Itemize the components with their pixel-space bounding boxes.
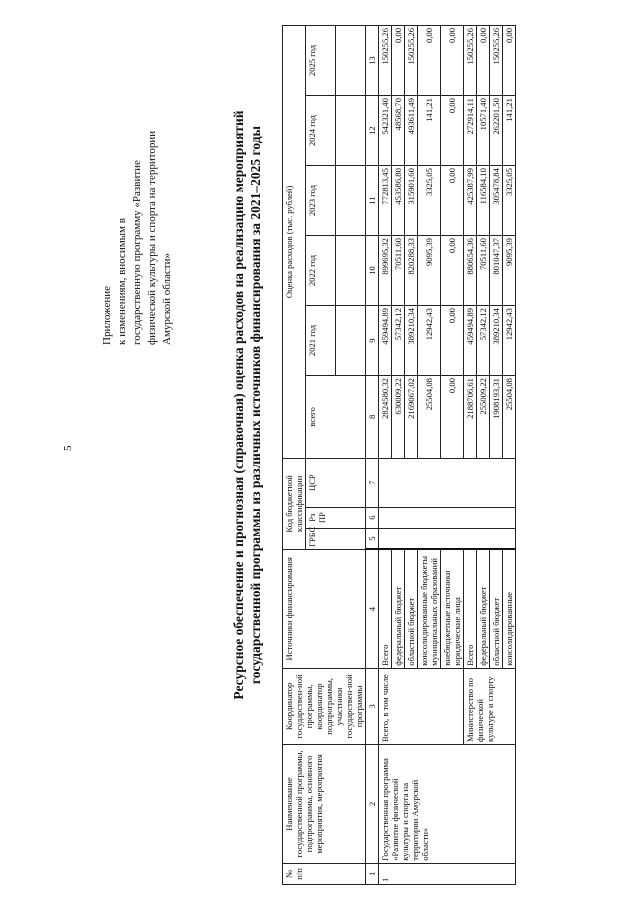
value-cell: 12942,43 [503, 306, 516, 376]
header-spacer [336, 96, 366, 166]
value-cell: 9095,39 [418, 236, 441, 306]
source-cell: областной бюджет [490, 549, 503, 668]
value-cell: 0,00 [477, 26, 490, 96]
column-index: 4 [366, 549, 379, 668]
value-cell: 0,00 [503, 26, 516, 96]
source-cell: областной бюджет [405, 549, 418, 668]
coordinator-cell: Всего, в том числе [379, 668, 464, 744]
value-cell: 0,00 [441, 26, 464, 96]
value-cell: 542321,40 [379, 96, 392, 166]
header-sources: Источники финансирования [283, 549, 366, 668]
title-line: Ресурсное обеспечение и прогнозная (справочная) оценка расходов на реализацию мероприятий [231, 110, 246, 700]
column-index: 13 [366, 26, 379, 96]
header-costs: Оценка расходов (тыс. рублей) [283, 26, 306, 459]
appendix-line: государственную программу «Развитие [131, 160, 143, 345]
title-line: государственной программы из различных источников финансирования за 2021–2025 годы [248, 125, 263, 685]
funding-table [282, 25, 516, 885]
header-2024: 2024 год [306, 96, 336, 166]
source-cell: Всего [464, 549, 477, 668]
value-cell: 630009,22 [392, 376, 405, 459]
document-title [230, 55, 264, 755]
appendix-line: Амурской области» [161, 253, 173, 345]
header-spacer [336, 26, 366, 96]
program-name: Государственная программа «Развитие физической культуры и спорта на территории Амурской области» [379, 745, 516, 864]
value-cell: 2188706,61 [464, 376, 477, 459]
program-number: 1 [379, 863, 516, 884]
value-cell: 141,21 [418, 96, 441, 166]
value-cell: 116584,10 [477, 166, 490, 236]
header-spacer [336, 306, 366, 376]
value-cell: 70511,60 [477, 236, 490, 306]
csr-cell [379, 458, 516, 507]
value-cell: 801047,37 [490, 236, 503, 306]
column-index: 6 [366, 507, 379, 528]
value-cell: 150255,26 [490, 26, 503, 96]
source-cell: внебюджетные источники юридические лица [441, 549, 464, 668]
value-cell: 3325,05 [418, 166, 441, 236]
column-index: 7 [366, 458, 379, 507]
column-index: 1 [366, 863, 379, 884]
value-cell: 459494,89 [464, 306, 477, 376]
value-cell: 57342,12 [477, 306, 490, 376]
value-cell: 150255,26 [379, 26, 392, 96]
column-index-row [366, 26, 379, 885]
value-cell: 3325,05 [503, 166, 516, 236]
value-cell: 25504,08 [503, 376, 516, 459]
column-index: 9 [366, 306, 379, 376]
value-cell: 262201,50 [490, 96, 503, 166]
header-2021: 2021 год [306, 306, 336, 376]
table-row [379, 26, 392, 885]
header-budget-code: Код бюджетной классификации [283, 458, 306, 549]
value-cell: 425387,99 [464, 166, 477, 236]
header-coordinator: Координатор государствен-ной программы, координатор подпрограммы, участники государствен-ной программы [283, 668, 366, 744]
value-cell: 57342,12 [392, 306, 405, 376]
source-cell: консолидированные бюджеты муниципальных образований [418, 549, 441, 668]
appendix-note [100, 45, 175, 345]
rzpr-cell [379, 507, 516, 528]
grbs-cell [379, 528, 516, 549]
value-cell: 820288,33 [405, 236, 418, 306]
column-index: 10 [366, 236, 379, 306]
value-cell: 899695,32 [379, 236, 392, 306]
value-cell: 255009,22 [477, 376, 490, 459]
source-cell: консолидированные [503, 549, 516, 668]
value-cell: 12942,43 [418, 306, 441, 376]
value-cell: 25504,08 [418, 376, 441, 459]
value-cell: 459494,89 [379, 306, 392, 376]
header-rzpr: Рз ПР [306, 507, 366, 528]
coordinator-cell: Министерство по физической культуре и спорту [464, 668, 516, 744]
header-2022: 2022 год [306, 236, 336, 306]
value-cell: 0,00 [392, 26, 405, 96]
appendix-line: к изменениям, вносимым в [116, 218, 128, 345]
header-total: всего [306, 376, 366, 459]
value-cell: 0,00 [418, 26, 441, 96]
column-index: 8 [366, 376, 379, 459]
value-cell: 389210,34 [405, 306, 418, 376]
appendix-line: Приложение [101, 285, 113, 345]
value-cell: 0,00 [441, 96, 464, 166]
source-cell: федеральный бюджет [477, 549, 490, 668]
value-cell: 272914,11 [464, 96, 477, 166]
header-spacer [336, 166, 366, 236]
header-grbs: ГРБС [306, 528, 366, 549]
appendix-line: физической культуры и спорта на территории [146, 130, 158, 345]
value-cell: 493611,49 [405, 96, 418, 166]
value-cell: 9095,39 [503, 236, 516, 306]
value-cell: 0,00 [441, 306, 464, 376]
value-cell: 315901,60 [405, 166, 418, 236]
column-index: 12 [366, 96, 379, 166]
column-index: 11 [366, 166, 379, 236]
header-csr: ЦСР [306, 458, 366, 507]
source-cell: Всего [379, 549, 392, 668]
header-spacer [336, 236, 366, 306]
value-cell: 0,00 [441, 166, 464, 236]
source-cell: федеральный бюджет [392, 549, 405, 668]
column-index: 3 [366, 668, 379, 744]
page-number: 5 [62, 445, 74, 451]
header-name: Наименование государственной программы, подпрограммы, основного мероприятия, мероприятия [283, 745, 366, 864]
value-cell: 2824580,32 [379, 376, 392, 459]
value-cell: 305478,84 [490, 166, 503, 236]
column-index: 5 [366, 528, 379, 549]
header-2023: 2023 год [306, 166, 336, 236]
value-cell: 389210,34 [490, 306, 503, 376]
value-cell: 150255,26 [405, 26, 418, 96]
value-cell: 1908193,31 [490, 376, 503, 459]
value-cell: 141,21 [503, 96, 516, 166]
value-cell: 150255,26 [464, 26, 477, 96]
value-cell: 772813,45 [379, 166, 392, 236]
value-cell: 0,00 [441, 236, 464, 306]
header-num: № п/п [283, 863, 366, 884]
value-cell: 48568,70 [392, 96, 405, 166]
column-index: 2 [366, 745, 379, 864]
value-cell: 0,00 [441, 376, 464, 459]
value-cell: 10571,40 [477, 96, 490, 166]
value-cell: 70511,60 [392, 236, 405, 306]
value-cell: 880654,36 [464, 236, 477, 306]
value-cell: 2169067,02 [405, 376, 418, 459]
value-cell: 453586,80 [392, 166, 405, 236]
header-2025: 2025 год [306, 26, 336, 96]
